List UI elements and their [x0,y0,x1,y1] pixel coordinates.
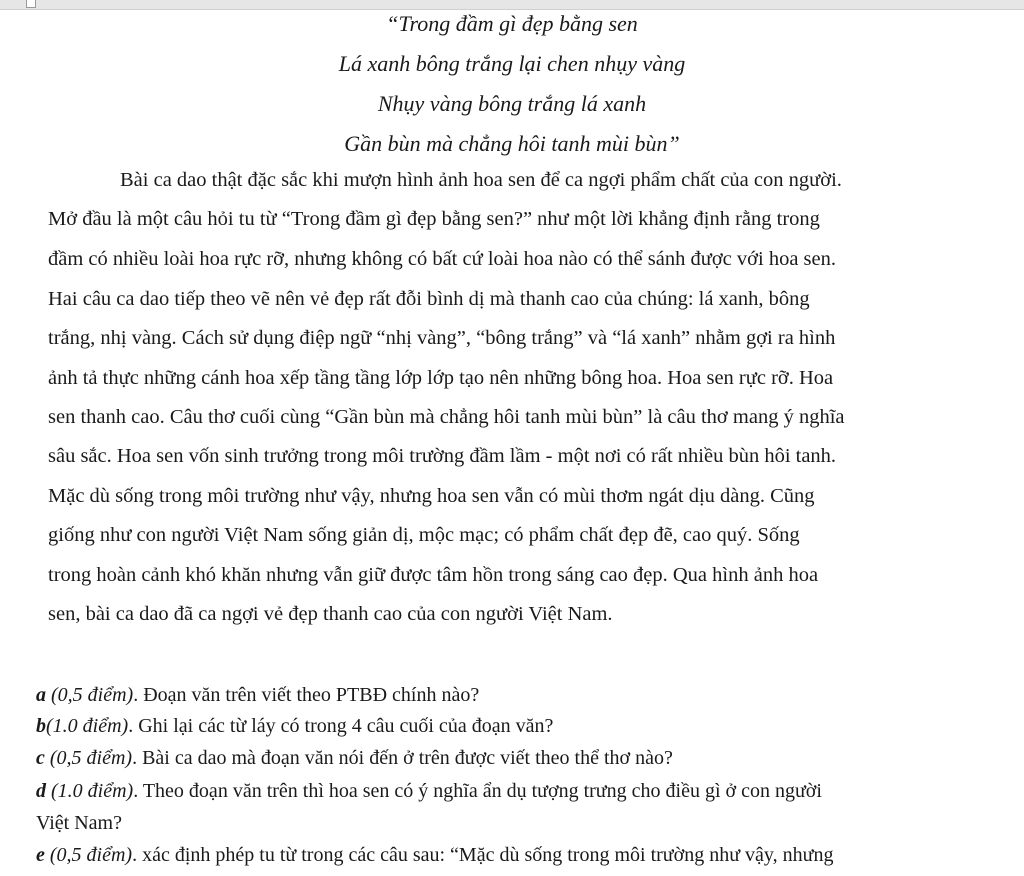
paragraph-line: sâu sắc. Hoa sen vốn sinh trưởng trong môi trường đầm lầm - một nơi có rất nhiều bùn hôi tanh. [48,445,837,467]
paragraph-line: sen, bài ca dao đã ca ngợi vẻ đẹp thanh cao của con người Việt Nam. [48,603,613,625]
question-e [36,842,833,868]
question-score: (0,5 điểm) [46,684,134,706]
question-score: (1.0 điểm) [46,715,129,737]
question-text: . Theo đoạn văn trên thì hoa sen có ý nghĩa ẩn dụ tượng trưng cho điều gì ở con người [133,780,822,802]
paragraph-line: Hai câu ca dao tiếp theo vẽ nên vẻ đẹp rất đỗi bình dị mà thanh cao của chúng: lá xanh, bông [48,288,810,310]
document-page [0,10,1024,876]
question-label: b [36,715,46,737]
question-score: (1.0 điểm) [46,780,134,802]
question-c [36,745,673,771]
question-d-continuation [36,810,122,836]
question-label: c [36,747,45,769]
question-text: . xác định phép tu từ trong các câu sau: “Mặc dù sống trong môi trường như vậy, nhưng [132,844,834,866]
paragraph-line: ảnh tả thực những cánh hoa xếp tầng tầng lớp lớp tạo nên những bông hoa. Hoa sen rực rỡ. Hoa [48,367,834,389]
question-d [36,778,822,804]
question-a [36,682,479,708]
poem-line-2: Lá xanh bông trắng lại chen nhụy vàng [338,51,686,76]
paragraph-line: giống như con người Việt Nam sống giản dị, mộc mạc; có phẩm chất đẹp đẽ, cao quý. Sống [48,524,800,546]
question-score: (0,5 điểm) [44,747,133,769]
poem-line-1: “Trong đầm gì đẹp bằng sen [386,11,638,36]
paragraph-line: Mở đầu là một câu hỏi tu từ “Trong đầm gì đẹp bằng sen?” như một lời khẳng định rằng trong [48,208,820,230]
poem-line-4: Gần bùn mà chẳng hôi tanh mùi bùn” [344,131,680,156]
page-corner-marker [26,0,36,8]
paragraph-line: đầm có nhiều loài hoa rực rỡ, nhưng không có bất cứ loài hoa nào có thể sánh được với hoa sen. [48,248,836,270]
question-text: Việt Nam? [36,812,122,834]
question-text: . Ghi lại các từ láy có trong 4 câu cuối của đoạn văn? [128,715,554,737]
question-label: a [36,684,46,706]
paragraph-line: trắng, nhị vàng. Cách sử dụng điệp ngữ “nhị vàng”, “bông trắng” và “lá xanh” nhằm gợi ra hình [48,327,836,349]
question-b [36,713,553,739]
question-label: d [36,780,46,802]
paragraph-line: trong hoàn cảnh khó khăn nhưng vẫn giữ được tâm hồn trong sáng cao đẹp. Qua hình ảnh hoa [48,564,819,586]
paragraph-line: Mặc dù sống trong môi trường như vậy, nhưng hoa sen vẫn có mùi thơm ngát dịu dàng. Cũng [48,485,815,507]
paragraph-line: Bài ca dao thật đặc sắc khi mượn hình ảnh hoa sen để ca ngợi phẩm chất của con người. [120,169,842,191]
question-label: e [36,844,45,866]
question-text: . Đoạn văn trên viết theo PTBĐ chính nào? [133,684,480,706]
window-top-bar [0,0,1024,10]
question-text: . Bài ca dao mà đoạn văn nói đến ở trên được viết theo thể thơ nào? [132,747,673,769]
poem-line-3: Nhụy vàng bông trắng lá xanh [377,91,647,116]
question-score: (0,5 điểm) [44,844,133,866]
paragraph-line: sen thanh cao. Câu thơ cuối cùng “Gần bùn mà chẳng hôi tanh mùi bùn” là câu thơ mang ý nghĩa [48,406,845,428]
